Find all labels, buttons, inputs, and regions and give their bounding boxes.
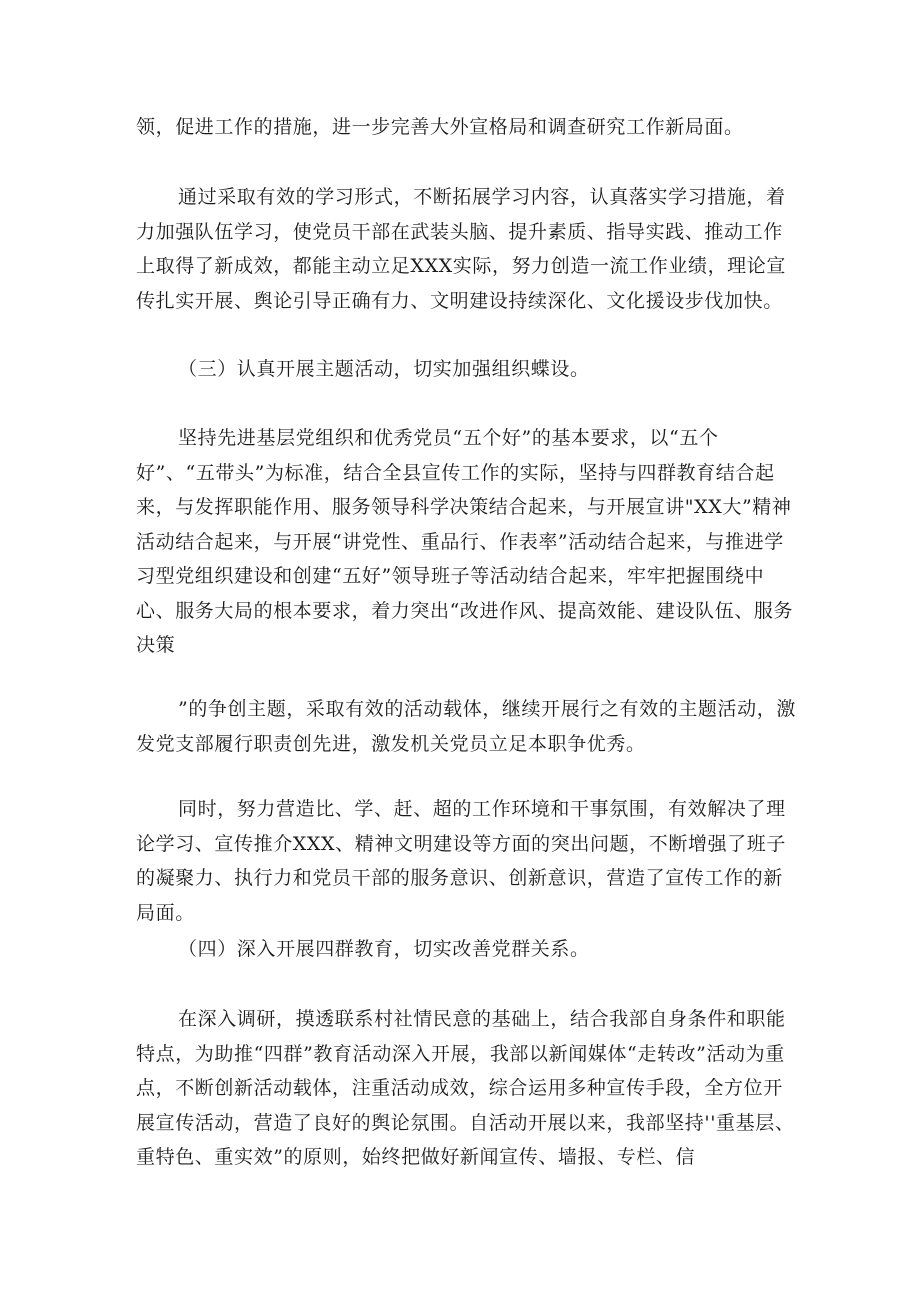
paragraph-work-atmosphere: 同时，努力营造比、学、赶、超的工作环境和干事氛围，有效解决了理论学习、宣传推介XXX、精神文明建设等方面的突出问题，不断增强了班子的凝聚力、执行力和党员干部的服务意识、创新意识，营造了宣传工作的新局面。 bbox=[136, 798, 786, 924]
paragraph-theme-activities: 坚持先进基层党组织和优秀党员“五个好”的基本要求，以“五个好”、“五带头”为标准，结合全县宣传工作的实际，坚持与四群教育结合起来，与发挥职能作用、服务领导科学决策结合起来，与开展宣讲"XX大”精神活动结合起来，与开展“讲党性、重品行、作表率”活动结合起来，与推进学习型党组织建设和创建“五好”领导班子等活动结合起来，牢牢把握围绕中心、服务大局的根本要求，着力突出“改进作风、提高效能、建设队伍、服务决策 bbox=[136, 427, 794, 656]
paragraph-four-groups-education: 在深入调研，摸透联系村社情民意的基础上，结合我部自身条件和职能特点，为助推“四群”教育活动深入开展，我部以新闻媒体“走转改”活动为重点，不断创新活动载体，注重活动成效，综合运用多种宣传手段，全方位开展宣传活动，营造了良好的舆论氛围。自活动开展以来，我部坚持''重基层、重特色、重实效”的原则，始终把做好新闻宣传、墙报、专栏、信 bbox=[136, 1008, 795, 1168]
paragraph-continuation: 领，促进工作的措施，进一步完善大外宣格局和调查研究工作新局面。 bbox=[136, 116, 744, 138]
section-heading-3: （三）认真开展主题活动，切实加强组织蝶设。 bbox=[178, 358, 590, 380]
paragraph-competition-theme: ”的争创主题，采取有效的活动载体，继续开展行之有效的主题活动，激发党支部履行职责创先进，激发机关党员立足本职争优秀。 bbox=[136, 698, 796, 755]
section-heading-4: （四）深入开展四群教育，切实改善党群关系。 bbox=[178, 938, 590, 960]
paragraph-study-results: 通过采取有效的学习形式，不断拓展学习内容，认真落实学习措施，着力加强队伍学习，使党员干部在武装头脑、提升素质、指导实践、推动工作上取得了新成效，都能主动立足XXX实际，努力创造一流工作业绩，理论宣传扎实开展、舆论引导正确有力、文明建设持续深化、文化援设步伐加快。 bbox=[136, 186, 786, 312]
